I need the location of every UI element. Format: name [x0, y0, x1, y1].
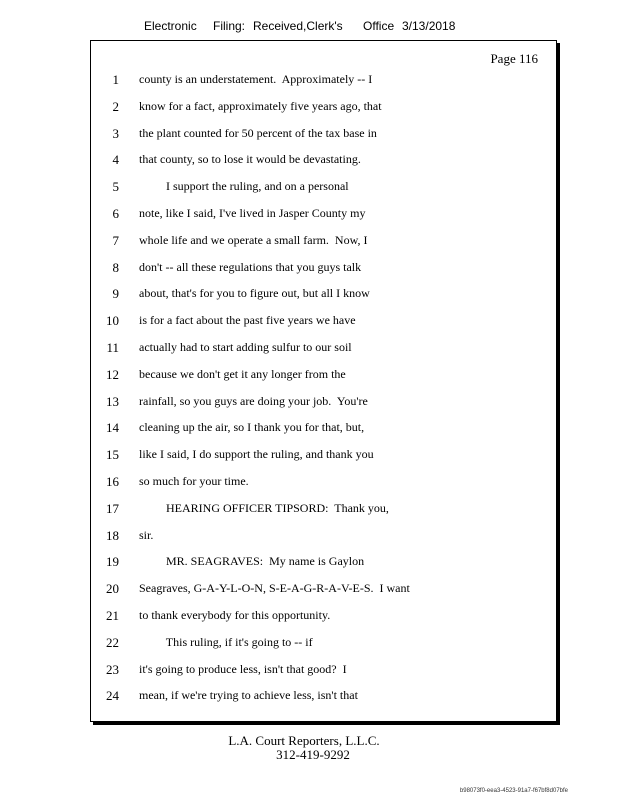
- line-number: 3: [112, 125, 119, 141]
- line-text: like I said, I do support the ruling, and thank you: [139, 447, 374, 462]
- line-number: 22: [106, 634, 119, 650]
- line-text: actually had to start adding sulfur to our soil: [139, 340, 352, 354]
- line-number: 21: [106, 608, 119, 623]
- line-text: Seagraves, G-A-Y-L-O-N, S-E-A-G-R-A-V-E-S. I want: [139, 581, 410, 596]
- line-text: don't -- all these regulations that you guys talk: [139, 259, 362, 274]
- filing-label: Filing:: [213, 19, 246, 33]
- line-number: 13: [106, 393, 119, 409]
- line-number: 23: [106, 661, 119, 677]
- line-text: whole life and we operate a small farm. Now, I: [139, 232, 368, 247]
- filing-received: Received,Clerk's: [253, 19, 343, 33]
- line-number: 6: [112, 206, 119, 221]
- line-text: sir.: [139, 527, 154, 542]
- line-text: is for a fact about the past five years we have: [139, 313, 356, 328]
- line-text: rainfall, so you guys are doing your job. You're: [139, 393, 368, 408]
- line-number: 2: [112, 98, 119, 114]
- line-text: it's going to produce less, isn't that good? I: [139, 661, 347, 676]
- filing-office: Office: [363, 19, 395, 33]
- line-text: cleaning up the air, so I thank you for that, but,: [139, 420, 365, 435]
- line-text: to thank everybody for this opportunity.: [139, 608, 331, 622]
- line-number: 24: [106, 688, 119, 704]
- line-text: the plant counted for 50 percent of the tax base in: [139, 125, 377, 140]
- footer-reporter: L.A. Court Reporters, L.L.C.: [228, 733, 380, 748]
- line-number: 8: [112, 259, 119, 275]
- line-number: 12: [106, 366, 119, 382]
- line-number: 1: [112, 72, 119, 87]
- filing-stamp-header: [0, 19, 618, 37]
- line-text: This ruling, if it's going to -- if: [139, 634, 313, 649]
- line-number: 9: [112, 286, 119, 302]
- line-text: because we don't get it any longer from the: [139, 366, 346, 381]
- line-number: 11: [106, 340, 119, 355]
- transcript-page: [90, 40, 557, 722]
- line-number: 10: [106, 313, 119, 329]
- line-number: 20: [106, 581, 119, 597]
- filing-date: 3/13/2018: [402, 19, 456, 33]
- line-number: 4: [112, 152, 119, 168]
- line-text: county is an understatement. Approximately -- I: [139, 72, 373, 86]
- line-text: I support the ruling, and on a personal: [139, 179, 349, 194]
- line-text: know for a fact, approximately five years ago, that: [139, 98, 382, 113]
- filing-electronic: Electronic: [144, 19, 197, 33]
- line-number: 15: [106, 447, 119, 463]
- line-number: 5: [112, 179, 119, 195]
- document-id: b98073f0-eea3-4523-91a7-f67bf8d07bfe: [459, 788, 568, 794]
- line-number: 19: [106, 554, 119, 570]
- page-number: Page 116: [490, 51, 538, 66]
- line-text: note, like I said, I've lived in Jasper County my: [139, 206, 366, 220]
- line-text: MR. SEAGRAVES: My name is Gaylon: [139, 554, 365, 569]
- footer-phone: 312-419-9292: [276, 747, 350, 762]
- line-text: mean, if we're trying to achieve less, isn't that: [139, 688, 358, 703]
- line-text: so much for your time.: [139, 474, 249, 488]
- line-number: 16: [106, 474, 119, 489]
- line-number: 17: [106, 500, 119, 516]
- line-number: 14: [106, 420, 119, 436]
- line-number: 18: [106, 527, 119, 543]
- line-number: 7: [112, 232, 119, 248]
- line-text: HEARING OFFICER TIPSORD: Thank you,: [139, 500, 389, 515]
- line-text: about, that's for you to figure out, but all I know: [139, 286, 370, 301]
- line-text: that county, so to lose it would be devastating.: [139, 152, 361, 167]
